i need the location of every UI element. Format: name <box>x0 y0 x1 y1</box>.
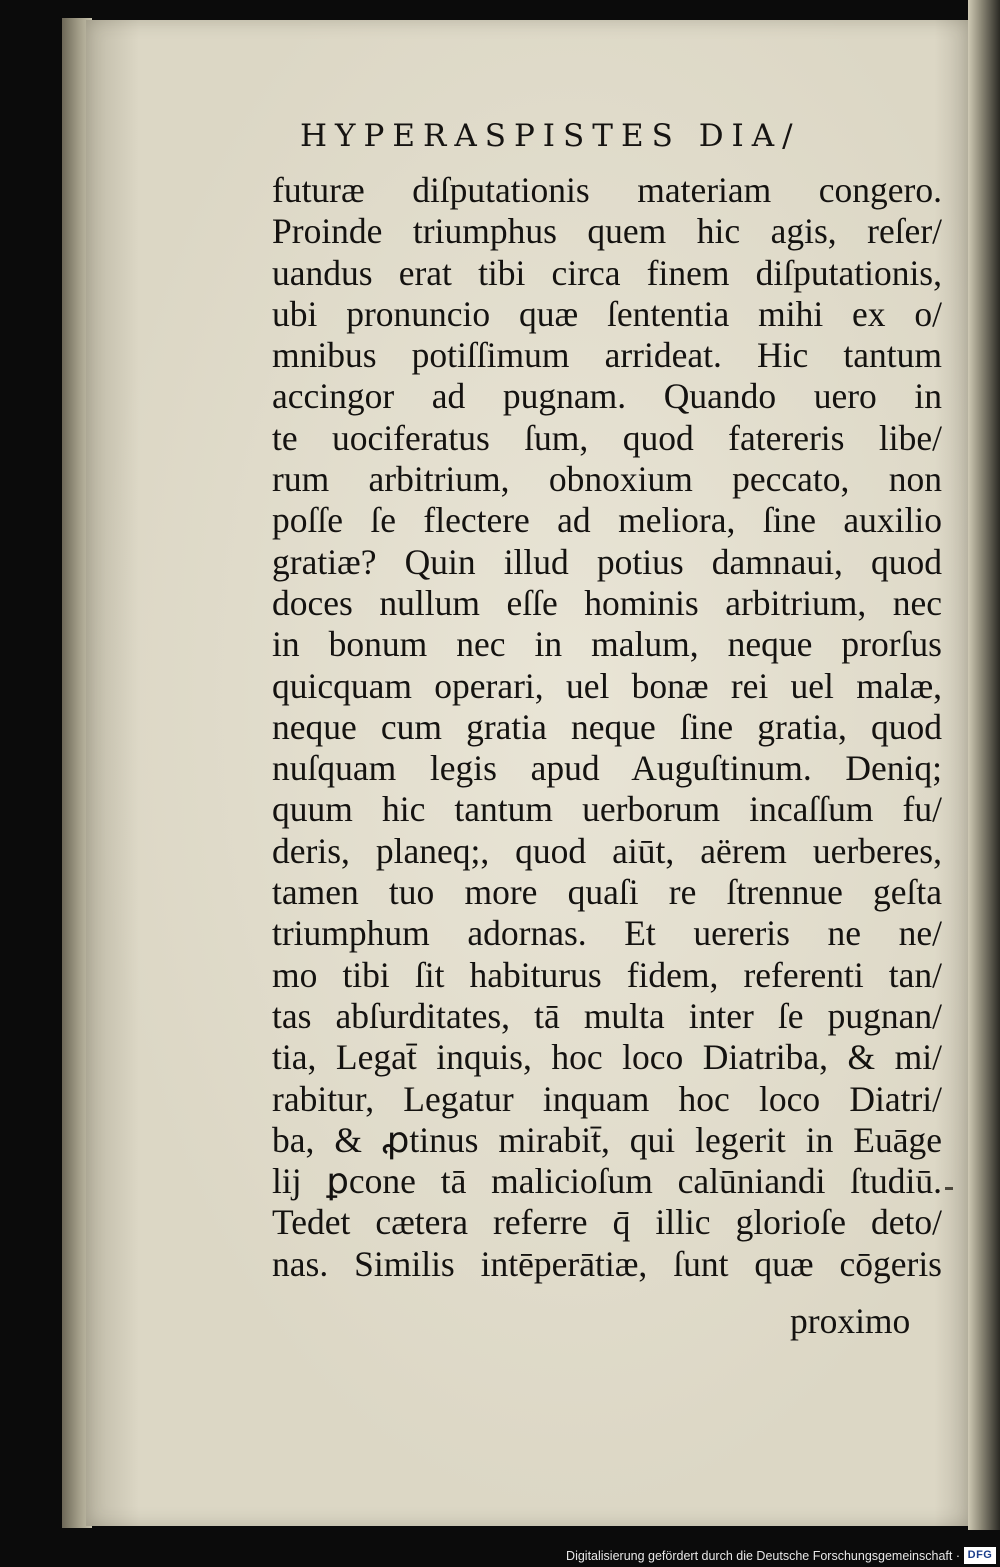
text-line-2: Proinde triumphus quem hic agis, reſer/ <box>272 211 942 252</box>
text-line-27: nas. Similis intēperātiæ, ſunt quæ cōgeris <box>272 1243 942 1284</box>
text-line-7: te uociferatus ſum, quod fatereris libe/ <box>272 417 942 458</box>
text-line-8: rum arbitrium, obnoxium peccato, non <box>272 459 942 500</box>
text-line-14: neque cum gratia neque ſine gratia, quod <box>272 706 942 747</box>
text-line-1: futuræ diſputationis materiam congero. <box>272 170 942 210</box>
text-line-22: tia, Legat̄ inquis, hoc loco Diatriba, & mi/ <box>272 1037 942 1078</box>
text-line-25: lij ꝑcone tā malicioſum calūniandi ſtudiū. <box>272 1161 942 1202</box>
text-line-20: mo tibi ſit habiturus fidem, referenti tan/ <box>272 954 942 995</box>
digitization-credit: Digitalisierung gefördert durch die Deutsche Forschungsgemeinschaft · <box>566 1549 960 1563</box>
text-line-13: quicquam operari, uel bonæ rei uel malæ, <box>272 665 942 706</box>
text-line-10: gratiæ? Quin illud potius damnaui, quod <box>272 541 942 582</box>
text-line-21: tas abſurditates, tā multa inter ſe pugnan/ <box>272 995 942 1036</box>
text-line-26: Tedet cætera referre q̄ illic glorioſe deto/ <box>272 1202 942 1243</box>
catchword: proximo <box>790 1301 911 1341</box>
text-line-6: accingor ad pugnam. Quando uero in <box>272 376 942 417</box>
text-line-4: ubi pronuncio quæ ſententia mihi ex o/ <box>272 293 942 334</box>
dfg-logo-icon: DFG <box>964 1547 996 1564</box>
text-line-9: poſſe ſe flectere ad meliora, ſine auxilio <box>272 500 942 541</box>
text-line-3: uandus erat tibi circa finem diſputationis, <box>272 252 942 293</box>
text-line-16: quum hic tantum uerborum incaſſum fu/ <box>272 789 942 830</box>
text-line-11: doces nullum eſſe hominis arbitrium, nec <box>272 582 942 623</box>
text-line-17: deris, planeq;, quod aiūt, aërem uerberes, <box>272 830 942 871</box>
text-line-5: mnibus potiſſimum arrideat. Hic tantum <box>272 335 942 376</box>
text-line-12: in bonum nec in malum, neque prorſus <box>272 624 942 665</box>
text-line-18: tamen tuo more quaſi re ſtrennue geſta <box>272 872 942 913</box>
text-line-23: rabitur, Legatur inquam hoc loco Diatri/ <box>272 1078 942 1119</box>
page-fold-shadow <box>968 0 1000 1530</box>
running-head: HYPERASPISTES DIA/ <box>300 118 801 154</box>
text-line-19: triumphum adornas. Et uereris ne ne/ <box>272 913 942 954</box>
text-line-24: ba, & ꝓtinus mirabit̄, qui legerit in Euāge <box>272 1119 942 1160</box>
body-text <box>272 170 942 1285</box>
text-line-15: nuſquam legis apud Auguſtinum. Deniq; <box>272 748 942 789</box>
ink-mark <box>945 1187 953 1190</box>
